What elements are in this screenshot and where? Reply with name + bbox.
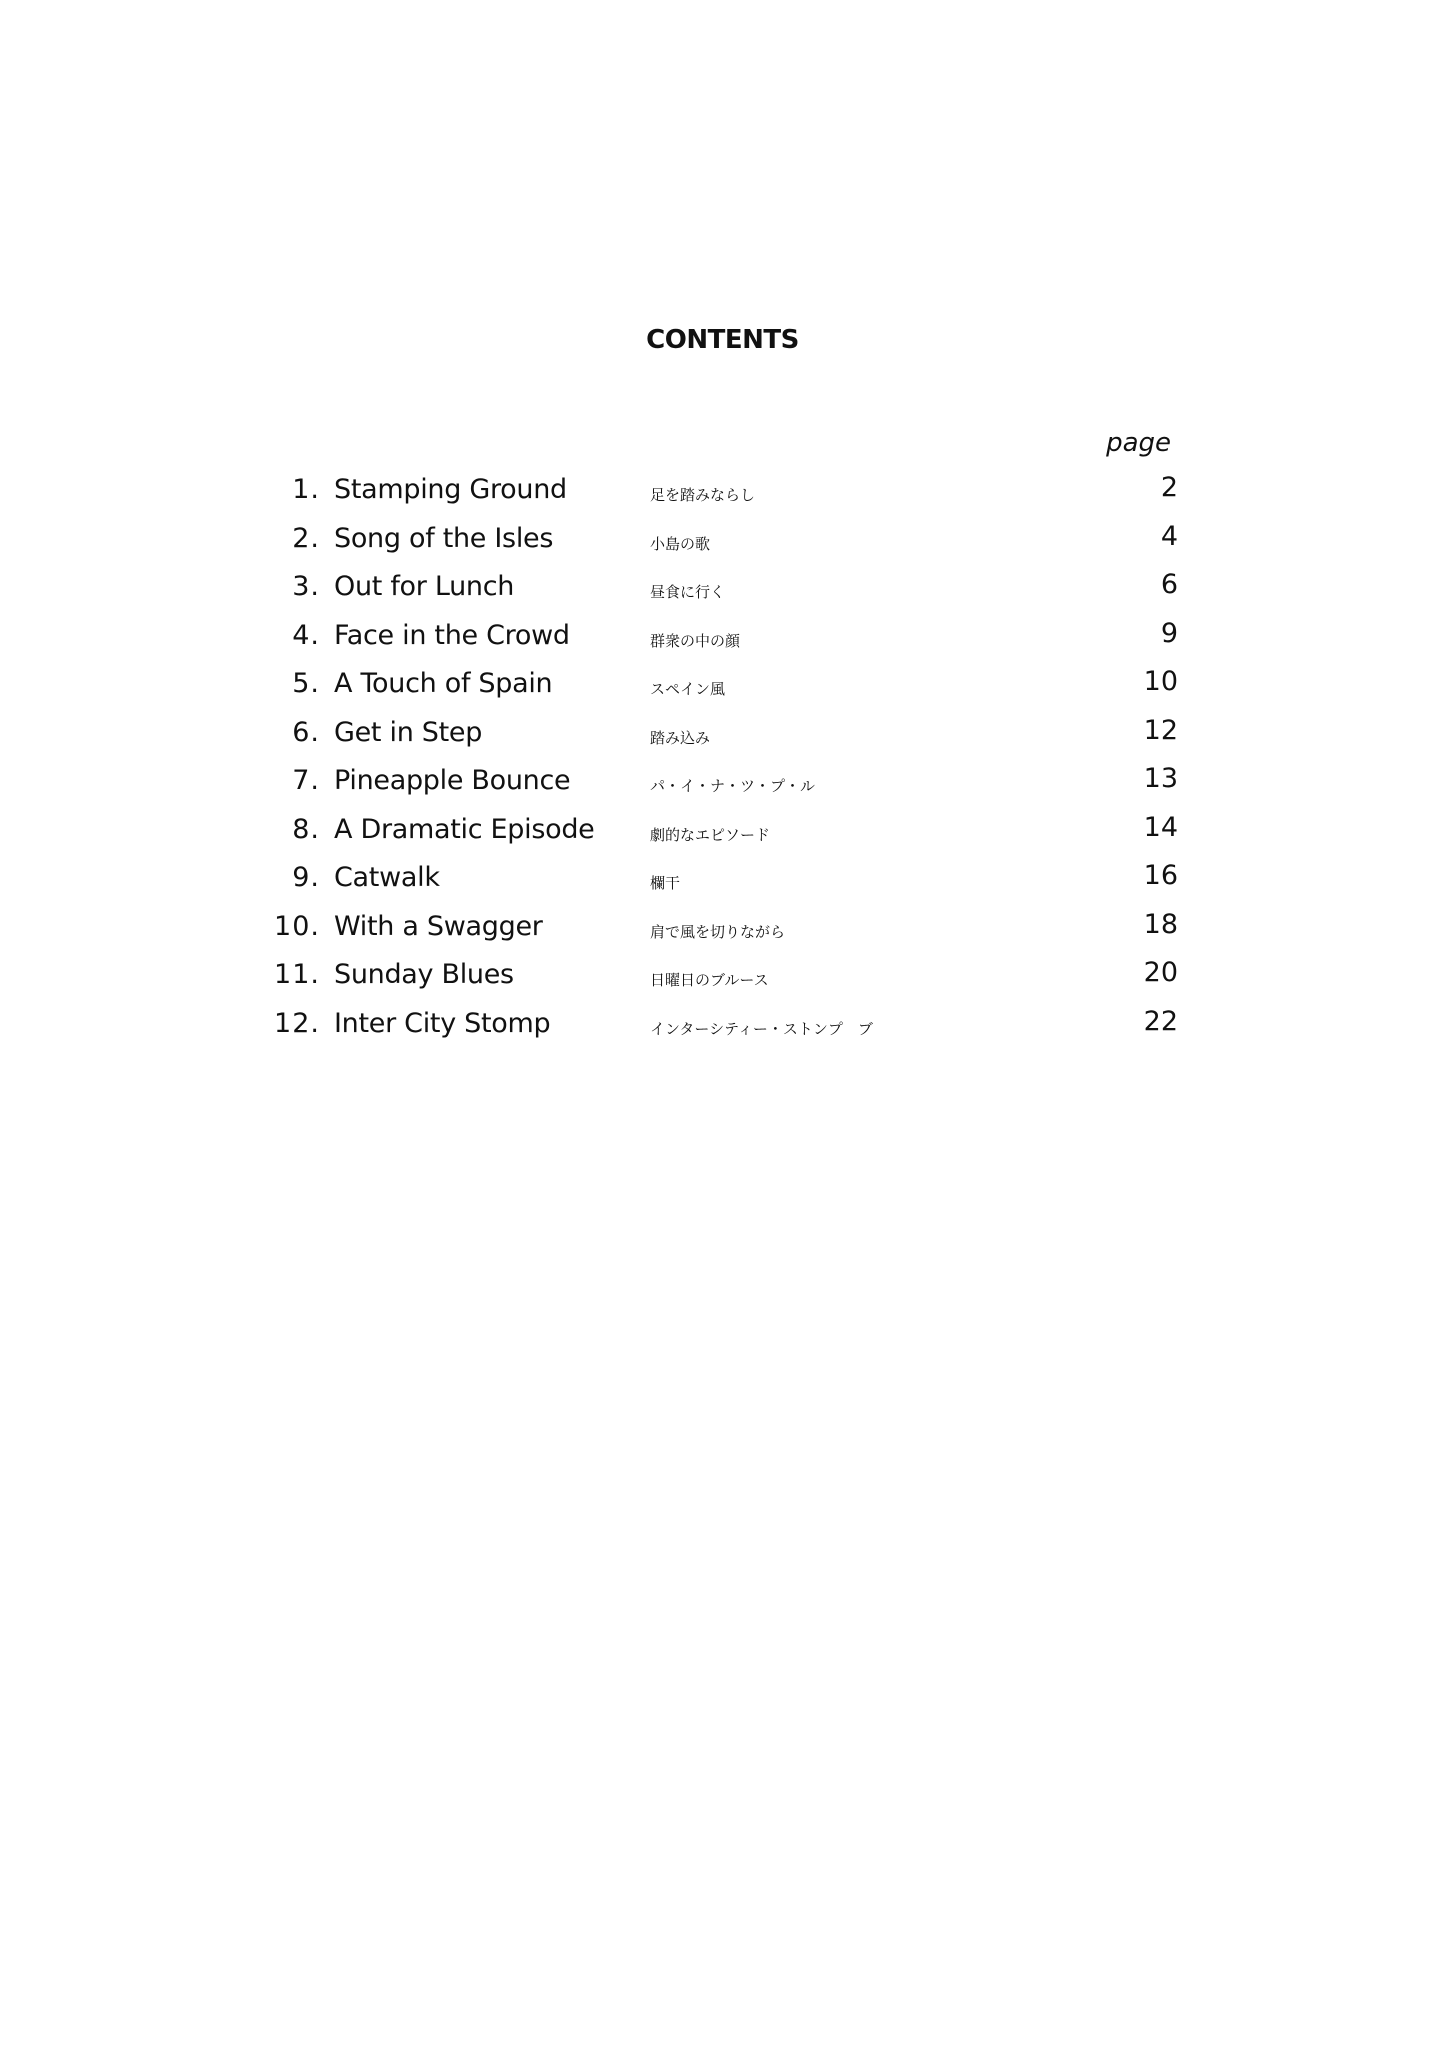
- entry-title: Sunday Blues: [334, 959, 514, 990]
- toc-entry: [0, 808, 1445, 857]
- entry-japanese-title: 昼食に行く: [650, 583, 726, 601]
- entry-japanese-title: 欄干: [650, 874, 681, 892]
- page-column-label: page: [1106, 428, 1171, 458]
- entry-page-number: 14: [1143, 811, 1178, 843]
- entry-number: 8.: [292, 813, 320, 845]
- entry-title: Out for Lunch: [334, 571, 515, 602]
- entry-title: Face in the Crowd: [334, 619, 570, 651]
- toc-entry: [0, 468, 1445, 517]
- entry-page-number: 20: [1143, 957, 1178, 988]
- entry-number: 2.: [292, 522, 320, 554]
- entry-title: A Touch of Spain: [334, 668, 553, 699]
- entry-page-number: 16: [1143, 860, 1178, 891]
- toc-entry: [0, 711, 1445, 760]
- entry-title: A Dramatic Episode: [334, 813, 595, 845]
- contents-heading: CONTENTS: [646, 325, 799, 355]
- table-of-contents: [0, 468, 1445, 1050]
- entry-title: Stamping Ground: [334, 474, 567, 505]
- entry-number: 11.: [274, 959, 320, 990]
- entry-japanese-title: 劇的なエピソード: [650, 825, 771, 844]
- entry-japanese-title: インターシティー・ストンプ ブ: [650, 1019, 873, 1038]
- toc-entry: [0, 614, 1445, 663]
- entry-number: 10.: [274, 910, 320, 942]
- entry-japanese-title: スペイン風: [650, 680, 726, 698]
- entry-number: 4.: [292, 619, 320, 651]
- entry-number: 7.: [292, 765, 320, 796]
- entry-number: 6.: [292, 716, 320, 748]
- entry-page-number: 12: [1143, 714, 1178, 746]
- entry-page-number: 9: [1160, 617, 1178, 649]
- entry-japanese-title: パ・イ・ナ・ツ・プ・ル: [650, 777, 816, 795]
- entry-page-number: 2: [1160, 472, 1178, 503]
- entry-japanese-title: 日曜日のブルース: [650, 971, 769, 989]
- entry-number: 9.: [292, 862, 320, 893]
- entry-number: 5.: [292, 668, 320, 699]
- toc-entry: [0, 905, 1445, 954]
- toc-entry: [0, 517, 1445, 566]
- entry-title: Inter City Stomp: [334, 1007, 551, 1039]
- entry-japanese-title: 小島の歌: [650, 534, 711, 553]
- toc-entry: [0, 953, 1445, 1002]
- toc-entry: [0, 662, 1445, 711]
- toc-entry: [0, 1002, 1445, 1051]
- entry-japanese-title: 肩で風を切りながら: [650, 922, 786, 941]
- toc-entry: [0, 856, 1445, 905]
- entry-number: 12.: [274, 1007, 320, 1039]
- entry-japanese-title: 踏み込み: [650, 728, 711, 747]
- entry-title: Catwalk: [334, 862, 440, 893]
- entry-title: With a Swagger: [334, 910, 543, 942]
- entry-page-number: 4: [1160, 520, 1178, 552]
- entry-title: Pineapple Bounce: [334, 765, 571, 796]
- entry-title: Get in Step: [334, 716, 483, 748]
- entry-page-number: 13: [1143, 763, 1178, 794]
- entry-japanese-title: 足を踏みならし: [650, 486, 756, 504]
- entry-page-number: 18: [1143, 908, 1178, 940]
- entry-japanese-title: 群衆の中の顔: [650, 631, 741, 650]
- entry-page-number: 6: [1160, 569, 1178, 600]
- entry-page-number: 22: [1143, 1005, 1178, 1037]
- entry-title: Song of the Isles: [334, 522, 554, 554]
- entry-page-number: 10: [1143, 666, 1178, 697]
- entry-number: 3.: [292, 571, 320, 602]
- toc-entry: [0, 565, 1445, 614]
- entry-number: 1.: [292, 474, 320, 505]
- toc-entry: [0, 759, 1445, 808]
